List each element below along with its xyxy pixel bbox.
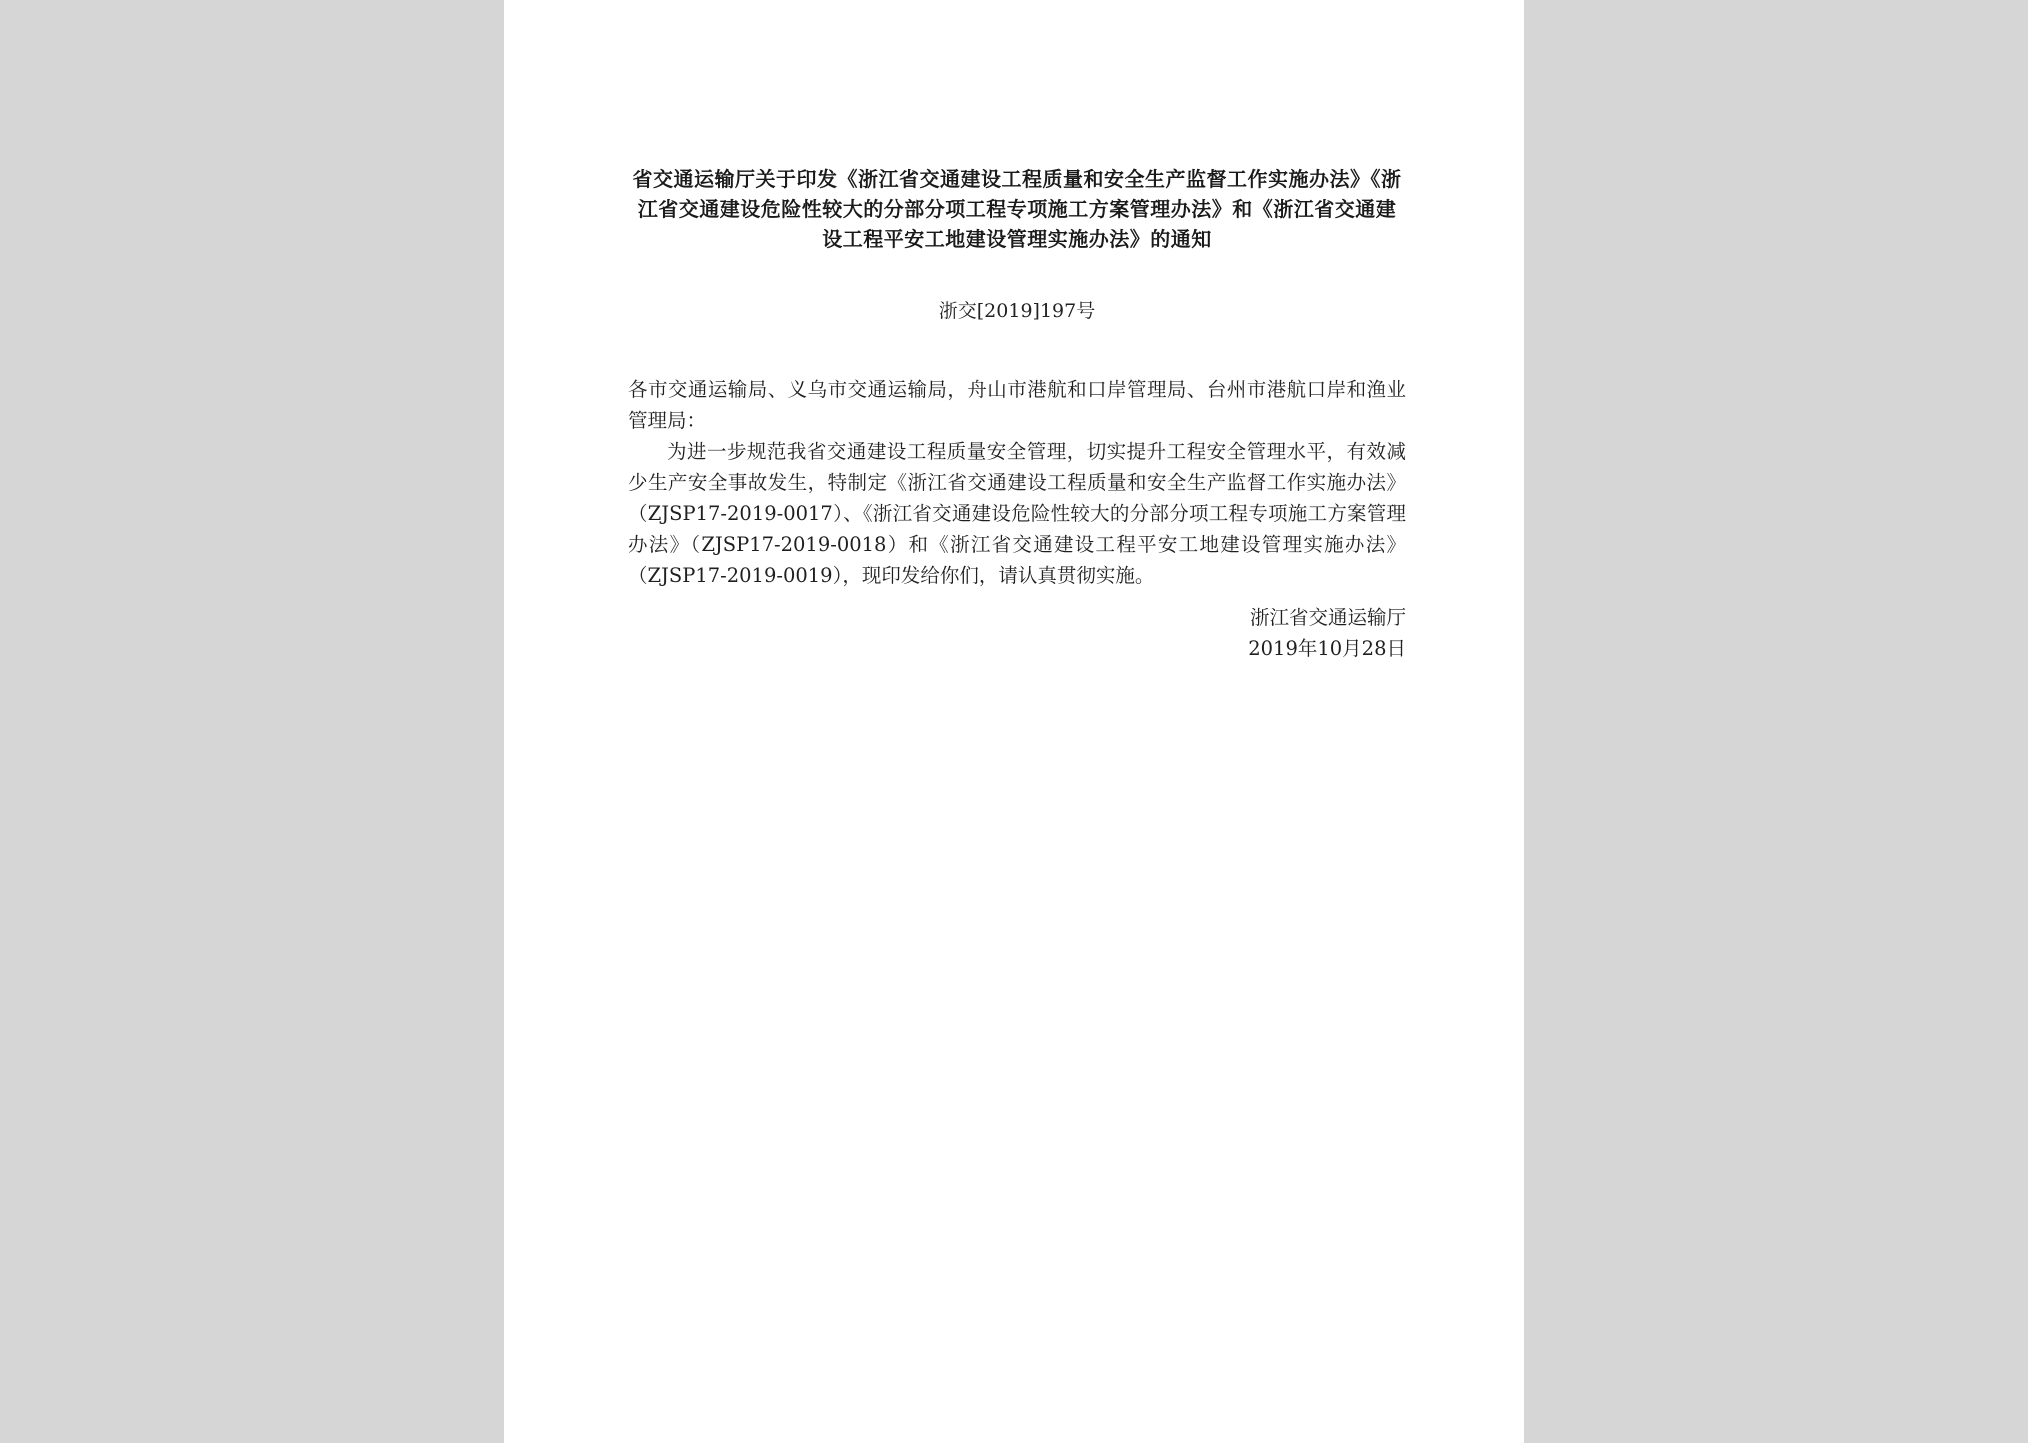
body-paragraph: 为进一步规范我省交通建设工程质量安全管理，切实提升工程安全管理水平，有效减少生产安全事故发生，特制定《浙江省交通建设工程质量和安全生产监督工作实施办法》（ZJSP17-2019-0017）、《浙江省交通建设危险性较大的分部分项工程专项施工方案管理办法》（ZJSP17-2019-0018）和《浙江省交通建设工程平安工地建设管理实施办法》（ZJSP17-2019-0019），现印发给你们，请认真贯彻实施。 bbox=[628, 440, 1406, 587]
document-number: 浙交[2019]197号 bbox=[938, 300, 1096, 322]
page-content bbox=[628, 164, 1406, 664]
signature-organization: 浙江省交通运输厅 bbox=[1249, 606, 1406, 629]
document-title: 省交通运输厅关于印发《浙江省交通建设工程质量和安全生产监督工作实施办法》《浙江省交通建设危险性较大的分部分项工程专项施工方案管理办法》和《浙江省交通建设工程平安工地建设管理实施办法》的通知 bbox=[632, 167, 1402, 251]
signature-block bbox=[628, 602, 1406, 664]
signature-date: 2019年10月28日 bbox=[1248, 637, 1406, 660]
document-page bbox=[504, 0, 1524, 1443]
addressee: 各市交通运输局、义乌市交通运输局，舟山市港航和口岸管理局、台州市港航口岸和渔业管理局： bbox=[628, 378, 1406, 432]
document-body bbox=[628, 374, 1406, 591]
